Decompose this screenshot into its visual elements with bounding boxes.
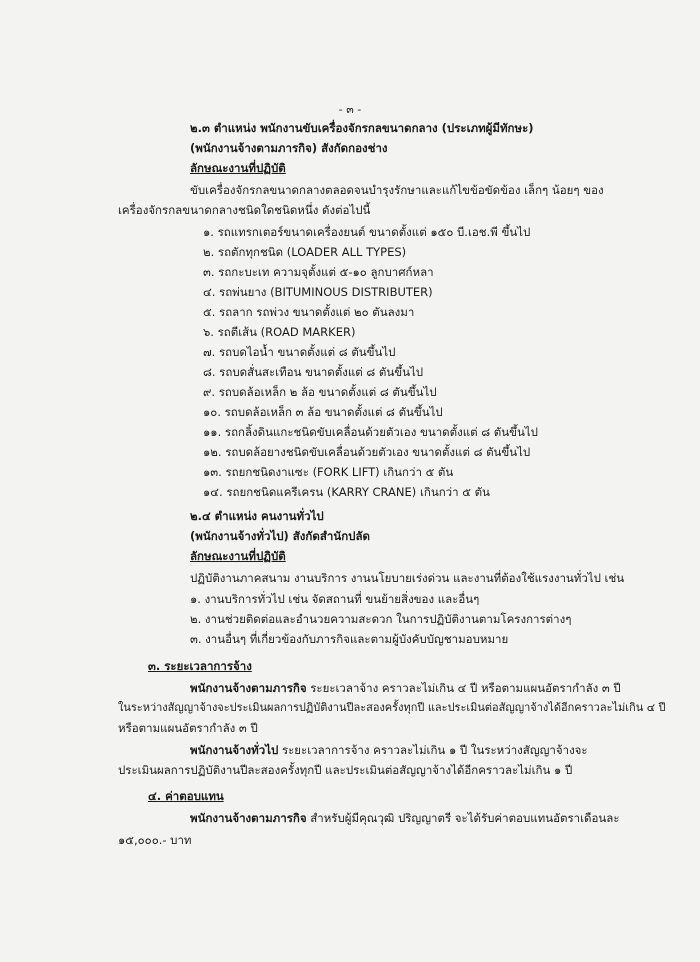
section-3-para-1-line-1	[190, 680, 621, 696]
section-2-3-subtitle: (พนักงานจ้างตามภารกิจ) สังกัดกองช่าง	[190, 141, 388, 155]
section-3-para-1-line-3: หรือตามแผนอัตรากำลัง ๓ ปี	[118, 721, 258, 735]
section-3-heading: ๓. ระยะเวลาการจ้าง	[148, 659, 252, 673]
section-4-para-line-2: ๑๕,๐๐๐.- บาท	[118, 833, 192, 847]
list-item: ๑๑. รถกลิ้งดินแกะชนิดขับเคลื่อนด้วยตัวเอง ขนาดตั้งแต่ ๘ ตันขึ้นไป	[203, 425, 538, 439]
list-item: ๓. รถกะบะเท ความจุตั้งแต่ ๕-๑๐ ลูกบาศก์หลา	[203, 265, 434, 279]
section-2-3-duties-heading: ลักษณะงานที่ปฏิบัติ	[190, 161, 286, 175]
list-item: ๑. รถแทรกเตอร์ขนาดเครื่องยนต์ ขนาดตั้งแต่ ๑๕๐ บี.เอช.พี ขึ้นไป	[203, 225, 531, 239]
section-2-4-title: ๒.๔ ตำแหน่ง คนงานทั่วไป	[190, 509, 324, 523]
list-item: ๖. รถตีเส้น (ROAD MARKER)	[203, 325, 356, 339]
section-2-4-intro: ปฏิบัติงานภาคสนาม งานบริการ งานนโยบายเร่งด่วน และงานที่ต้องใช้แรงงานทั่วไป เช่น	[190, 571, 625, 585]
section-2-3-intro-line-1: ขับเครื่องจักรกลขนาดกลางตลอดจนบำรุงรักษาและแก้ไขข้อขัดข้อง เล็กๆ น้อยๆ ของ	[190, 183, 604, 197]
section-3-para-1-text: ระยะเวลาจ้าง คราวละไม่เกิน ๔ ปี หรือตามแผนอัตรากำลัง ๓ ปี	[310, 681, 621, 695]
section-3-para-1-label: พนักงานจ้างตามภารกิจ	[190, 681, 307, 695]
list-item: ๘. รถบดสั่นสะเทือน ขนาดตั้งแต่ ๘ ตันขึ้นไป	[203, 365, 424, 379]
list-item: ๑. งานบริการทั่วไป เช่น จัดสถานที่ ขนย้ายสิ่งของ และอื่นๆ	[190, 592, 480, 606]
list-item: ๑๒. รถบดล้อยางชนิดขับเคลื่อนด้วยตัวเอง ขนาดตั้งแต่ ๘ ตันขึ้นไป	[203, 445, 531, 459]
list-item: ๕. รถลาก รถพ่วง ขนาดตั้งแต่ ๒๐ ตันลงมา	[203, 305, 415, 319]
section-3-para-1-line-2: ในระหว่างสัญญาจ้างจะประเมินผลการปฏิบัติงานปีละสองครั้งทุกปี และประเมินต่อสัญญาจ้างได้อีกคราวละไม่เกิน ๔ ปี	[118, 701, 666, 714]
section-3-para-2-line-1	[190, 742, 588, 758]
list-item: ๒. รถตักทุกชนิด (LOADER ALL TYPES)	[203, 245, 407, 259]
section-3-para-2-text: ระยะเวลาการจ้าง คราวละไม่เกิน ๑ ปี ในระหว่างสัญญาจ้างจะ	[281, 743, 588, 757]
section-3-para-2-label: พนักงานจ้างทั่วไป	[190, 743, 279, 757]
list-item: ๑๔. รถยกชนิดแครีเครน (KARRY CRANE) เกินกว่า ๕ ตัน	[203, 485, 490, 499]
list-item: ๑๐. รถบดล้อเหล็ก ๓ ล้อ ขนาดตั้งแต่ ๘ ตันขึ้นไป	[203, 405, 443, 419]
page-number: - ๓ -	[338, 103, 362, 116]
section-2-4-subtitle: (พนักงานจ้างทั่วไป) สังกัดสำนักปลัด	[190, 529, 370, 543]
section-4-para-label: พนักงานจ้างตามภารกิจ	[190, 811, 307, 825]
list-item: ๗. รถบดไอน้ำ ขนาดตั้งแต่ ๘ ตันขึ้นไป	[203, 345, 396, 359]
section-2-3-intro-line-2: เครื่องจักรกลขนาดกลางชนิดใดชนิดหนึ่ง ดังต่อไปนี้	[118, 203, 371, 217]
list-item: ๓. งานอื่นๆ ที่เกี่ยวข้องกับภารกิจและตามผู้บังคับบัญชามอบหมาย	[190, 632, 509, 646]
section-3-para-2-line-2: ประเมินผลการปฏิบัติงานปีละสองครั้งทุกปี และประเมินต่อสัญญาจ้างได้อีกคราวละไม่เกิน ๑ ปี	[118, 763, 573, 777]
section-4-para-line-1	[190, 810, 620, 826]
section-4-heading: ๔. ค่าตอบแทน	[148, 789, 224, 803]
section-2-3-title: ๒.๓ ตำแหน่ง พนักงานขับเครื่องจักรกลขนาดกลาง (ประเภทผู้มีทักษะ)	[190, 121, 534, 135]
list-item: ๑๓. รถยกชนิดงาแซะ (FORK LIFT) เกินกว่า ๕ ตัน	[203, 465, 454, 479]
list-item: ๒. งานช่วยติดต่อและอำนวยความสะดวก ในการปฏิบัติงานตามโครงการต่างๆ	[190, 612, 572, 626]
list-item: ๔. รถพ่นยาง (BITUMINOUS DISTRIBUTER)	[203, 285, 433, 299]
section-4-para-text: สำหรับผู้มีคุณวุฒิ ปริญญาตรี จะได้รับค่าตอบแทนอัตราเดือนละ	[310, 811, 620, 825]
list-item: ๙. รถบดล้อเหล็ก ๒ ล้อ ขนาดตั้งแต่ ๘ ตันขึ้นไป	[203, 385, 437, 399]
section-2-4-duties-heading: ลักษณะงานที่ปฏิบัติ	[190, 549, 286, 563]
